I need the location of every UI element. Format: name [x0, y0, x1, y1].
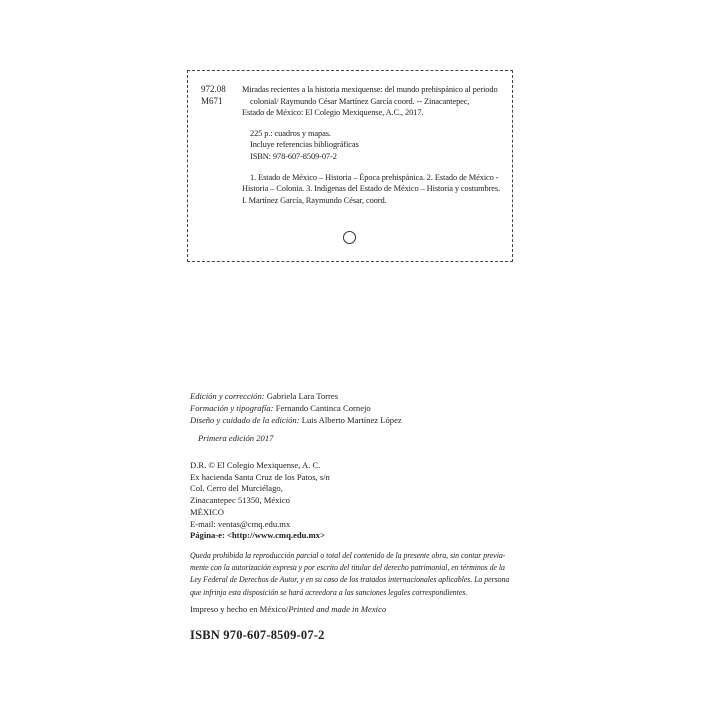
credit-role: Formación y tipografía:	[190, 402, 274, 413]
credits-block	[190, 391, 402, 426]
credit-role: Diseño y cuidado de la edición:	[190, 414, 300, 425]
credit-name: Luis Alberto Martínez López	[301, 414, 402, 425]
physical-line: Incluye referencias bibliográficas	[250, 140, 359, 150]
physical-line: 225 p.: cuadros y mapas.	[250, 128, 331, 138]
publisher-address	[190, 460, 330, 542]
credit-row	[190, 403, 402, 415]
classification-line: M671	[201, 95, 223, 106]
legal-line: que infrinja esta disposición se hará acreedora a las sanciones legales correspondientes.	[190, 587, 468, 597]
legal-line: mente con la autorización expresa y por escrito del titular del derecho patrimonial, en términos de la	[190, 563, 505, 573]
classification-line: 972.08	[201, 84, 226, 94]
publisher-line: Ex hacienda Santa Cruz de los Patos, s/n	[190, 471, 330, 482]
credit-row	[190, 415, 402, 427]
entry-line: colonial/ Raymundo César Martínez García coord. -- Zinacantepec,	[250, 96, 470, 106]
credit-name: Gabriela Lara Torres	[266, 391, 339, 401]
card-hole-circle	[343, 231, 356, 244]
catalog-card	[187, 70, 513, 262]
physical-line: ISBN: 978-607-8509-07-2	[250, 151, 337, 161]
credit-row	[190, 391, 402, 403]
subject-line: I. Martínez García, Raymundo César, coord.	[242, 195, 387, 205]
edition-note: Primera edición 2017	[198, 433, 274, 443]
subject-line: Historia – Colonia. 3. Indígenas del Estado de México – Historia y costumbres.	[242, 184, 501, 194]
credit-role: Edición y corrección:	[190, 391, 265, 401]
catalog-entry	[242, 84, 510, 206]
publisher-line: Col. Cerro del Murciélago,	[190, 483, 283, 494]
publisher-web: Página-e: <http://www.cmq.edu.mx>	[190, 530, 325, 541]
publisher-line: Zinacantepec 51350, México	[190, 495, 290, 506]
legal-line: Ley Federal de Derechos de Autor, y en su caso de los tratados internacionales aplicables. La persona	[190, 575, 510, 585]
entry-line: Estado de México: El Colegio Mexiquense, A.C., 2017.	[242, 108, 424, 118]
credit-name: Fernando Cantinca Cornejo	[275, 402, 371, 413]
printed-english: Printed and made in Mexico	[288, 604, 387, 614]
subject-line: 1. Estado de México – Historia – Época prehispánica. 2. Estado de México -	[250, 172, 499, 182]
legal-line: Queda prohibida la reproducción parcial o total del contenido de la presente obra, sin contar previa-	[190, 551, 506, 560]
entry-line: Miradas recientes a la historia mexiquense: del mundo prehispánico al periodo	[242, 85, 498, 94]
publisher-line: MÉXICO	[190, 506, 224, 517]
classification-number	[201, 84, 226, 107]
legal-notice	[190, 550, 520, 599]
isbn-number: ISBN 970-607-8509-07-2	[190, 628, 325, 642]
publisher-line: D.R. © El Colegio Mexiquense, A. C.	[190, 460, 321, 470]
printed-in-note	[190, 604, 386, 614]
publisher-email: E-mail: ventas@cmq.edu.mx	[190, 518, 291, 529]
printed-spanish: Impreso y hecho en México/	[190, 604, 289, 614]
